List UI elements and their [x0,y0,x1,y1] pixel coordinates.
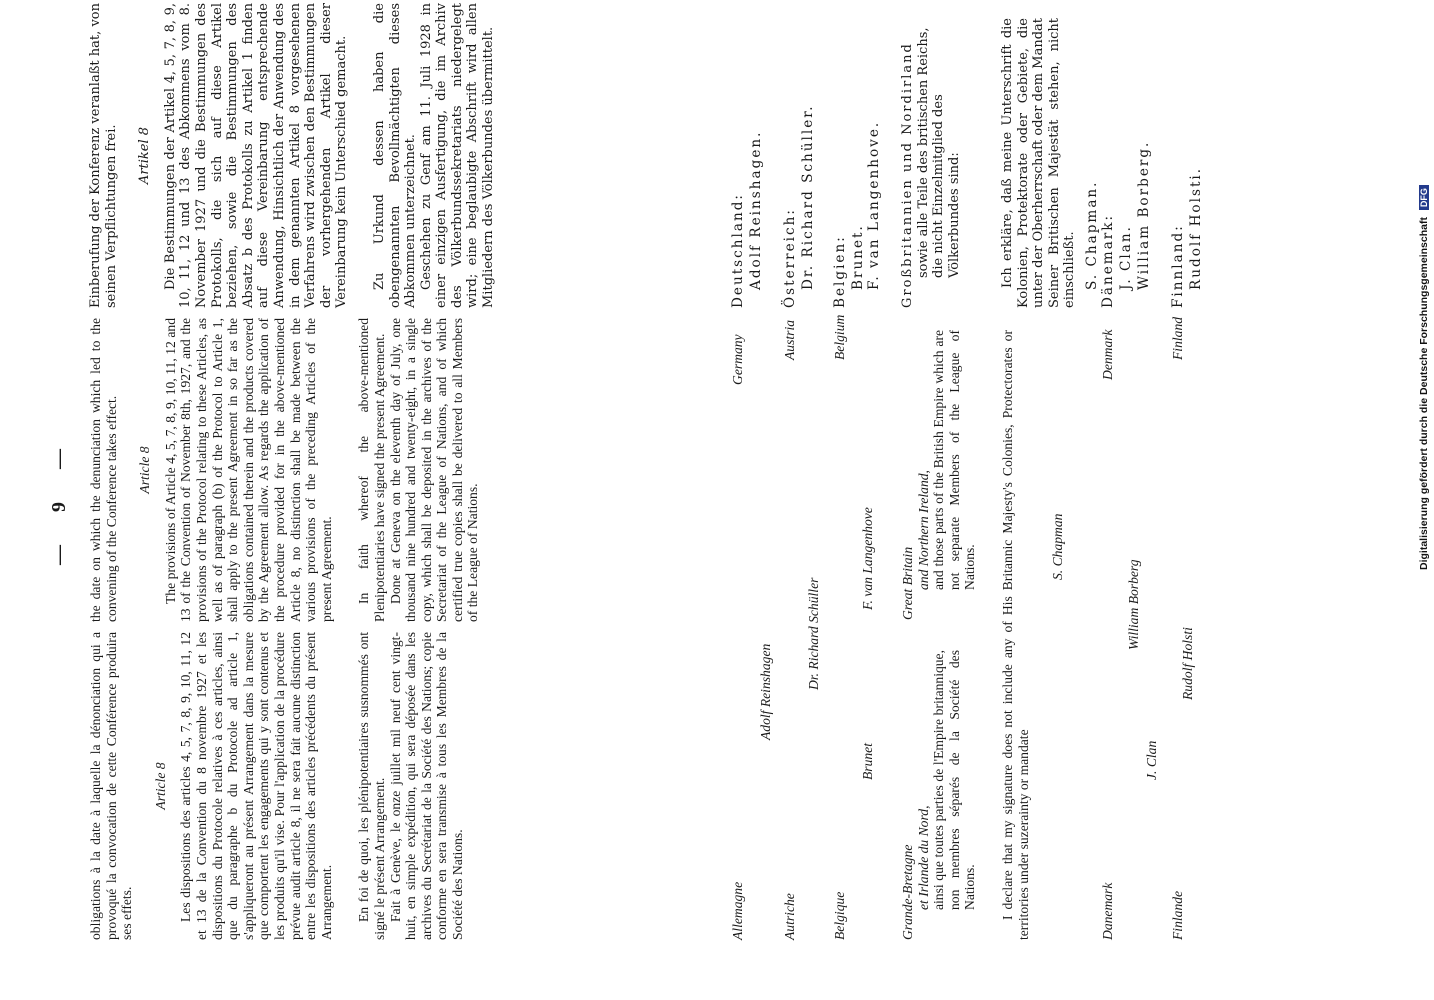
german-article-heading: Artikel 8 [137,126,153,185]
country-en-sub: and Northern Ireland, [915,470,931,590]
delegate-name: F. van Langenhove [860,507,875,610]
country-fr: Belgique [832,891,847,940]
french-paragraph: Les dispositions des articles 4, 5, 7, 8, 9, 10, 11, 12 et 13 de la Convention du 8 novembre 1927 et les dispositions du Protocole relatives à ces articles, ainsi que du paragraphe b du Protocole ad article 1, s'appliqueront au présent Arrangement dans la mesure que comportent les engagements qui y sont contenus et les produits qu'il vise. Pour l'application de la procédure prévue audit article 8, il ne sera fait aucune distinction entre les dispositions des articles précédents du présent Arrangement. [178,632,334,940]
country-fr: Danemark [1100,882,1115,940]
country-de: Finnland: [1170,224,1186,308]
uk-de-text: sowie alle Teile des britischen Reichs, die nicht Einzelmitglied des Völkerbundes sind: [915,27,962,278]
english-paragraph: Done at Geneva on the eleventh day of July, one thousand nine hundred and twenty-eight, in a single copy, which shall be deposited in the archives of the Secretariat of the League of Nations, and of which certified true copies shall be delivered to all Members of the League of Nations. [387,318,481,622]
delegate-name: Brunet [860,743,875,780]
country-en: Austria [782,319,797,360]
country-en: Belgium [832,314,847,360]
german-paragraph: Geschehen zu Genf am 11. Juli 1928 in einer einzigen Ausfertigung, die im Archiv des Völkerbundssekretariats niedergelegt wird; eine beglaubigte Abschrift wird allen Mitgliedern des Völkerbundes übermittelt. [418,3,497,308]
country-fr: Autriche [782,893,797,940]
english-paragraph: The provisions of Article 4, 5, 7, 8, 9, 10, 11, 12 and 13 of the Convention of November 8th, 1927, and the provisions of the Protocol relating to these Articles, as well as of paragraph (b) of the Protocol to Article 1, shall apply to the present Agreement in so far as the obligations contained therein and the products covered by the Agreement allow. As regards the application of the procedure provided for in the above-mentioned Article 8, no distinction shall be made between the various provisions of the preceding Articles of the present Agreement. [162,318,334,622]
delegate-name: William Borberg [1126,559,1141,650]
german-paragraph: Zu Urkund dessen haben die obengenannten Bevollmächtigten dieses Abkommen unterzeichnet. [371,3,419,308]
german-paragraph: Die Bestimmungen der Artikel 4, 5, 7, 8, 9, 10, 11, 12 und 13 des Abkommens vom 8. November 1927 und die Bestimmungen des Protokolls, die sich auf diese Artikel beziehen, sowie die Bestimmungen des Absatz b des Protokolls zu Artikel 1 finden auf diese Vereinbarung entsprechende Anwendung, Hinsichtlich der Anwendung des in dem genannten Artikel 8 vorgesehenen Verfahrens wird zwischen den Bestimmungen der vorhergehenden Artikel dieser Vereinbarung kein Unterschied gemacht. [162,3,350,308]
french-paragraph: Fait à Genève, le onze juillet mil neuf cent vingt-huit, en simple expédition, qui sera déposée dans les archives du Secrétariat de la Société des Nations; copie conforme en sera transmise à tous les Membres de la Société des Nations. [387,632,465,940]
page-number: — 9 — [48,435,70,565]
country-fr-sub: et Irlande du Nord, [915,805,931,910]
digitization-note [1418,10,1434,570]
delegate-name-de: Dr. Richard Schüller. [800,104,816,290]
english-article-heading: Article 8 [137,446,153,494]
delegate-name-de: William Borberg. [1136,140,1152,290]
delegate-name: S. Chapman [1050,513,1065,580]
country-fr: Grande-Bretagne [900,844,915,940]
delegate-name-de: F. van Langenhove. [866,120,882,290]
french-column [88,632,465,940]
delegate-name-de: S. Chapman. [1084,180,1100,290]
french-article-heading: Article 8 [152,762,168,810]
delegate-name-de: Rudolf Holsti. [1188,166,1204,290]
uk-de-declaration: Ich erkläre, daß meine Unterschrift die Kolonien, Protektorate oder Gebiete, die unter der Oberherrschaft oder dem Mandat Seiner Britischen Majestät stehen, nicht einschließt. [1000,18,1078,308]
english-paragraph: In faith whereof the above-mentioned Plenipotentiaries have signed the present Agreement. [356,318,387,622]
country-en: Denmark [1100,329,1115,380]
french-paragraph: En foi de quoi, les plénipotentiaires susnommés ont signé le présent Arrangement. [356,632,387,940]
uk-en-text: and those parts of the British Empire which are not separate Members of the League of Nations. [931,330,978,590]
delegate-name-de: J. Clan. [1118,225,1134,290]
german-column [88,3,497,308]
french-paragraph: obligations à la date à laquelle la dénonciation qui a provoqué la convocation de cette Conférence produira ses effets. [88,632,135,940]
country-de: Dänemark: [1100,213,1116,308]
delegate-name-de: Adolf Reinshagen. [748,130,764,290]
country-de: Belgien: [832,235,848,308]
delegate-name: J. Clan [1144,740,1159,780]
delegate-name: Dr. Richard Schüller [806,577,821,690]
country-en: Finland [1170,316,1185,360]
digitization-note-text: Digitalisierung gefördert durch die Deutsche Forschungsgemeinschaft [1418,217,1430,570]
country-de: Deutschland: [730,193,746,308]
english-column [88,318,481,622]
uk-declaration: I declare that my signature does not include any of His Britannic Majesty's Colonies, Protectorates or territories under suzerainty or mandate [1000,330,1031,940]
german-paragraph: Einberufung der Konferenz veranlaßt hat, von seinen Verpflichtungen frei. [88,3,119,308]
dfg-logo: DFG [1419,185,1429,210]
country-en: Great Britain [900,546,915,620]
country-de: Österreich: [782,208,798,308]
delegate-name: Adolf Reinshagen [758,643,773,740]
delegate-name: Rudolf Holsti [1180,627,1195,700]
country-en: Germany [730,334,745,385]
english-paragraph: the date on which the denunciation which led to the convening of the Conference takes effect. [88,318,119,622]
country-de: Großbritannien und Nordirland [900,42,915,308]
country-fr: Finlande [1170,890,1185,940]
uk-fr-text: ainsi que toutes parties de l'Empire britannique, non membres séparés de la Société des Nations. [931,650,978,910]
country-fr: Allemagne [730,881,745,940]
delegate-name-de: Brunet. [850,224,866,290]
